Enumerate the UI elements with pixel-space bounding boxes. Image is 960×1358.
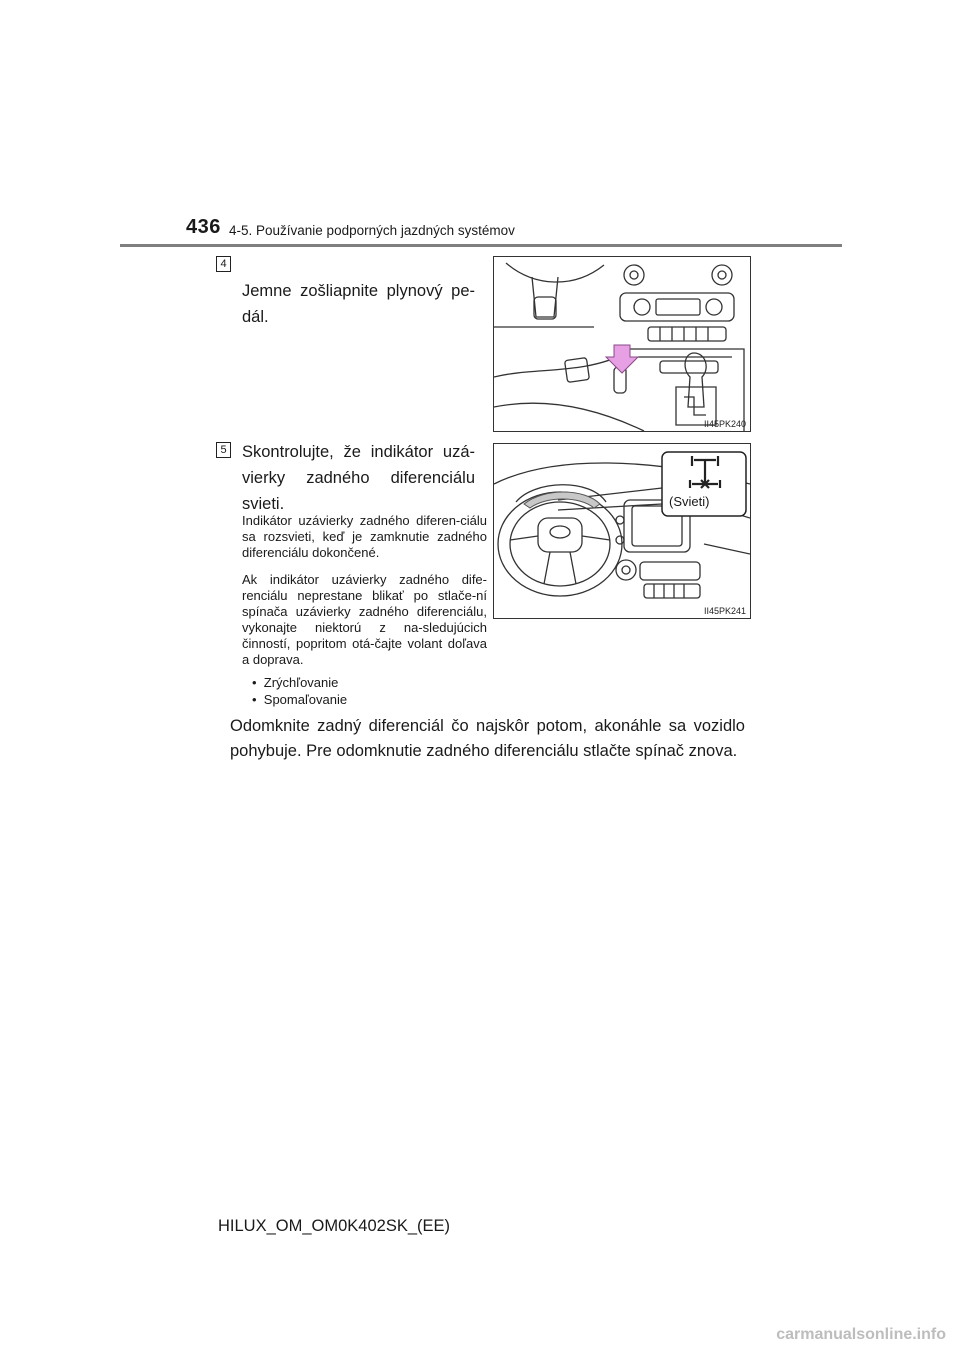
step-5-text: Skontrolujte, že indikátor uzá-vierky zadného diferenciálu svieti. bbox=[242, 443, 475, 513]
document-code: HILUX_OM_OM0K402SK_(EE) bbox=[218, 1217, 451, 1235]
step-5-note-1: Indikátor uzávierky zadného diferen-ciálu sa rozsvieti, keď je zamknutie zadného diferenciálu dokončené. bbox=[242, 513, 487, 560]
header-divider bbox=[120, 244, 842, 247]
bullet-item-decelerate: • Spomaľovanie bbox=[252, 692, 348, 707]
figure-code: II45PK241 bbox=[703, 606, 746, 616]
figure-accelerator-pedal bbox=[493, 256, 751, 432]
page-number: 436 bbox=[186, 216, 221, 238]
bullet-label: Spomaľovanie bbox=[263, 692, 348, 707]
step-number-4: 4 bbox=[216, 256, 231, 272]
step-5-note-2: Ak indikátor uzávierky zadného dife-renciálu neprestane blikať po stlače-ní spínača uzávierky zadného diferenciálu, vykonajte niektorú z na-sledujúcich činností, popritom otá-čajte volant doľava a doprava. bbox=[242, 572, 487, 667]
step-number-5: 5 bbox=[216, 442, 231, 458]
bullet-label: Zrýchľovanie bbox=[263, 675, 339, 690]
figure-code: II45PK240 bbox=[703, 419, 746, 429]
callout-label: (Svieti) bbox=[669, 494, 710, 509]
pedal-illustration bbox=[494, 257, 750, 431]
figure-indicator-light bbox=[493, 443, 751, 619]
dashboard-illustration bbox=[494, 444, 750, 618]
watermark: carmanualsonline.info bbox=[776, 1326, 946, 1343]
closing-paragraph: Odomknite zadný diferenciál čo najskôr potom, akonáhle sa vozidlo pohybuje. Pre odomknutie zadného diferenciálu stlačte spínač znova. bbox=[230, 717, 745, 760]
bullet-item-accelerate: • Zrýchľovanie bbox=[252, 675, 339, 690]
step-4-text: Jemne zošliapnite plynový pe-dál. bbox=[242, 282, 475, 326]
section-title: 4-5. Používanie podporných jazdných systémov bbox=[229, 223, 515, 238]
